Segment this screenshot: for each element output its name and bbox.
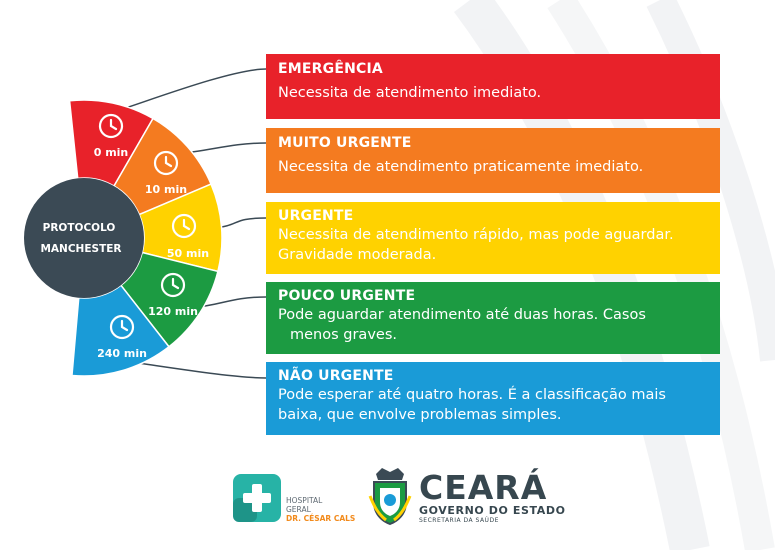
time-label-pouco-urgente: 120 min: [148, 305, 198, 318]
card-description-line: baixa, que envolve problemas simples.: [278, 407, 562, 423]
card-description-line: Gravidade moderada.: [278, 247, 437, 263]
card-description-line: Pode aguardar atendimento até duas horas. Casos: [278, 307, 646, 323]
time-label-nao-urgente: 240 min: [97, 347, 147, 360]
time-label-emergencia: 0 min: [93, 146, 129, 159]
hospital-name-line2: GERAL: [286, 505, 311, 514]
card-title: MUITO URGENTE: [278, 135, 412, 151]
card-description-line: Necessita de atendimento rápido, mas pode aguardar.: [278, 227, 674, 243]
card-description-line: Pode esperar até quatro horas. É a classificação mais: [278, 387, 666, 403]
hospital-name: [286, 496, 355, 523]
time-label-muito-urgente: 10 min: [144, 183, 188, 196]
card-nao-urgente: [266, 362, 720, 435]
connector-line-emergencia: [111, 69, 266, 113]
hospital-name-line3: DR. CÉSAR CALS: [286, 514, 356, 523]
card-description-line: Necessita de atendimento praticamente imediato.: [278, 159, 644, 175]
card-description-line: Necessita de atendimento imediato.: [278, 85, 542, 101]
card-emergencia: [266, 54, 720, 119]
time-label-urgente: 50 min: [166, 247, 210, 260]
card-urgente: [266, 202, 720, 274]
department-name: SECRETARIA DA SAÚDE: [419, 517, 499, 524]
center-label-line2: MANCHESTER: [40, 243, 122, 255]
card-muito-urgente: [266, 128, 720, 193]
ceara-title: CEARÁ: [419, 468, 548, 507]
ceara-coat-of-arms: [368, 466, 412, 526]
center-label-line1: PROTOCOLO: [42, 222, 116, 234]
card-pouco-urgente: [266, 282, 720, 354]
card-title: NÃO URGENTE: [278, 368, 394, 384]
card-description-line: menos graves.: [290, 327, 397, 343]
card-title: POUCO URGENTE: [278, 288, 416, 304]
protocol-center: [24, 178, 144, 298]
hospital-name-line1: HOSPITAL: [286, 496, 323, 505]
center-circle: [24, 178, 144, 298]
card-title: URGENTE: [278, 208, 354, 224]
government-subtitle: GOVERNO DO ESTADO: [419, 504, 566, 517]
hospital-cross-logo: [233, 474, 281, 522]
card-title: EMERGÊNCIA: [278, 61, 383, 77]
